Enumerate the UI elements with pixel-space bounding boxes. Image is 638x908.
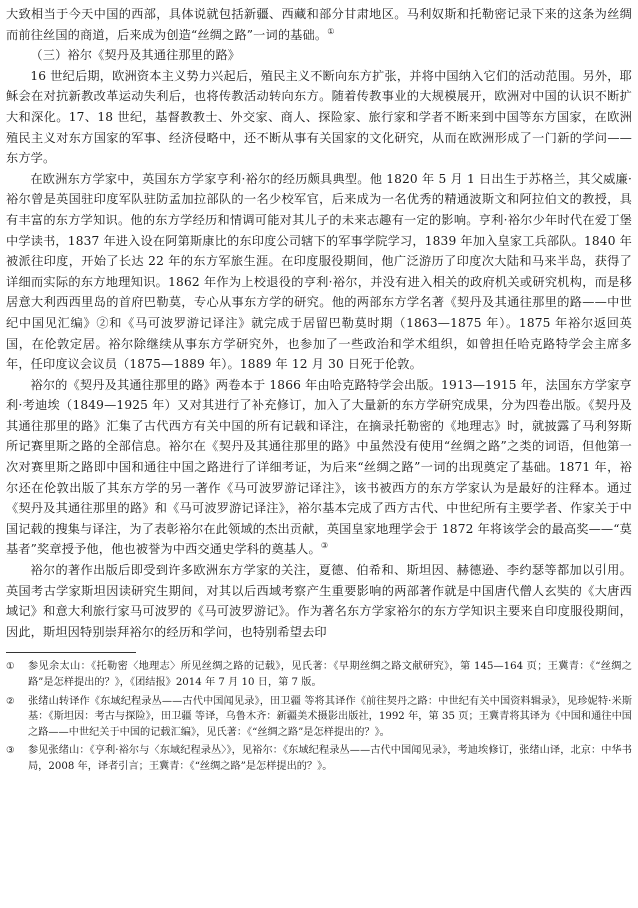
paragraph-orientalism: 16 世纪后期，欧洲资本主义势力兴起后，殖民主义不断向东方扩张，并将中国纳入它们的活动范围。另外，耶稣会在对抗新教改革运动失利后，也将传教活动转向东方。随着传教事业的大规模展开，欧洲对中国的认识不断扩大和深化。17、18 世纪，基督教教士、外交家、商人、探险家、旅行家和学者不断来到中国等东方国家，在欧洲殖民主义对东方国家的军事、经济侵略中，还不断从事有关国家的文化研究，从而在欧洲形成了一门新的学问——东方学。 (6, 68, 632, 166)
paragraph-yule-biography: 在欧洲东方学家中，英国东方学家亨利·裕尔的经历颇具典型。他 1820 年 5 月 1 日出生于苏格兰，其父威廉·裕尔曾是英国驻印度军队驻防孟加拉部队的一名少校军官，后来成为一名优秀的精通波斯文和阿拉伯文的教授，具有丰富的东方学知识。他的东方学经历和情调可能对其儿子的未来志趣有一定的影响。亨利·裕尔少年时代在爱丁堡中学读书，1837 年进入设在阿第斯康比的东印度公司辖下的军事学院学习，1839 年加入皇家工兵部队。1840 年被派往印度，开始了长达 22 年的东方军旅生涯。在印度服役期间，他广泛游历了印度次大陆和马来半岛，获得了详细而实际的东方地理知识。1862 年作为上校退役的亨利·裕尔，并没有进入相关的政府机关或研究机构，而是移居意大利西西里岛的首府巴勒莫，专心从事东方学的研究。他的两部东方学名著《契丹及其通往那里的路——中世纪中国见汇编》②和《马可波罗游记译注》就完成于居留巴勒莫时期（1863—1875 年）。1875 年裕尔返回英国，在伦敦定居。裕尔除继续从事东方学研究外，也参加了一些政治和学术组织，如曾担任哈克路特学会主席多年，任印度议会议员（1875—1889 年）。1889 年 12 月 30 日死于伦敦。 (6, 171, 632, 372)
footnote-ref-1[interactable]: ① (327, 26, 335, 36)
paragraph-influence: 裕尔的著作出版后即受到许多欧洲东方学家的关注，夏德、伯希和、斯坦因、赫德逊、李约瑟等都加以引用。英国考古学家斯坦因读研究生期间，对其以后西域考察产生重要影响的两部著作就是中国唐代僧人玄奘的《大唐西域记》和意大利旅行家马可波罗的《马可波罗游记》。作为著名东方学家裕尔的东方学知识主要来自印度服役期间，因此，斯坦因特别崇拜裕尔的经历和学问，也特别希望去印 (6, 563, 632, 639)
footnote-text: 参见余太山：《托勒密〈地理志〉所见丝绸之路的记载》，见氏著：《早期丝绸之路文献研究》，第 145—164 页；王冀青：《“丝绸之路”是怎样提出的？》，《团结报》2014 年 7 月 10 日，第 7 版。 (28, 661, 632, 688)
footnote-number: ① (6, 661, 15, 673)
footnote-divider (6, 652, 136, 653)
footnote-ref-3[interactable]: ③ (320, 541, 329, 551)
footnote-number: ③ (6, 745, 15, 757)
footnote-item (6, 694, 632, 741)
section-heading: （三）裕尔《契丹及其通往那里的路》 (30, 48, 241, 63)
footnote-item (6, 659, 632, 690)
footnote-item (6, 743, 632, 774)
footnote-text: 张绪山转译作《东域纪程录丛——古代中国闻见录》，田卫疆 等将其译作《前往契丹之路：中世纪有关中国资料辑录》，见珍妮特·米斯基：《斯坦因：考古与探险》，田卫疆 等译，乌鲁木齐：新疆美术摄影出版社，1992 年，第 35 页；王冀青将其译为《中国和通往中国之路——中世纪关于中国的记载汇编》，见氏著：《“丝绸之路”是怎样提出的？》。 (28, 695, 632, 738)
paragraph-cathay-book: 裕尔的《契丹及其通往那里的路》两卷本于 1866 年由哈克路特学会出版。1913—1915 年，法国东方学家亨利·考迪埃（1849—1925 年）又对其进行了补充修订，加入了大量新的东方学研究成果，分为四卷出版。《契丹及其通往那里的路》汇集了古代西方有关中国的所有记载和译注，在摘录托勒密的《地理志》时，就披露了马利努斯所记赛里斯之路的全部信息。裕尔在《契丹及其通往那里的路》中虽然没有使用“丝绸之路”之类的词语，但他第一次对赛里斯之路即中国和通往中国之路进行了详细考证，为后来“丝绸之路”一词的出现奠定了基础。1871 年，裕尔还在伦敦出版了其东方学的另一著作《马可波罗游记译注》，该书被西方的东方学家认为是最好的注释本。通过《契丹及其通往那里的路》和《马可波罗游记译注》，裕尔基本完成了西方古代、中世纪所有主要学者、作家关于中国记载的搜集与译注，为了表彰裕尔在此领域的杰出贡献，英国皇家地理学会于 1872 年将该学会的最高奖——“莫基者”奖章授予他，他也被誉为中西交通史学科的奠基人。③ (6, 377, 632, 557)
footnote-text: 参见张绪山：《亨利·裕尔与〈东域纪程录丛〉》，见裕尔：《东域纪程录丛——古代中国闻见录》，考迪埃修订，张绪山译，北京：中华书局，2008 年，译者引言；王冀青：《“丝绸之路”是怎样提出的？》。 (28, 745, 632, 772)
footnotes (6, 659, 632, 774)
footnote-number: ② (6, 695, 15, 707)
body-text (6, 4, 632, 642)
paragraph-intro: 大致相当于今天中国的西部，具体说就包括新疆、西藏和部分甘肃地区。马利奴斯和托勒密记录下来的这条为丝绸而前往丝国的商道，后来成为创造“丝绸之路”一词的基础。① (6, 7, 632, 42)
